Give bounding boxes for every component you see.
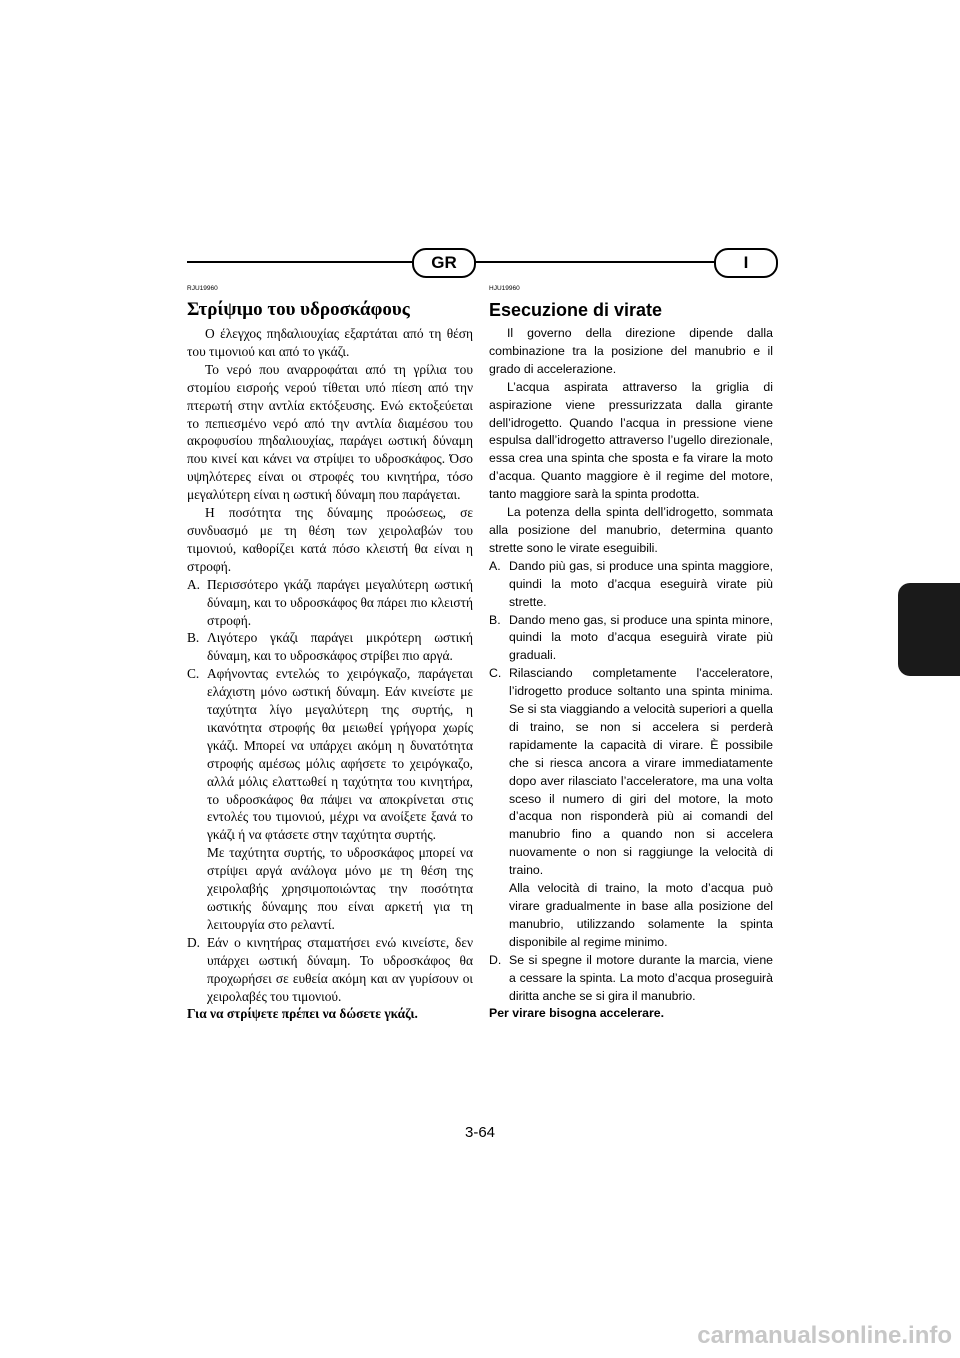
list-item: [187, 934, 473, 1006]
list-item-key: A.: [187, 576, 201, 592]
list-item-text: Rilasciando completamente l’acceleratore, l’idrogetto produce soltanto una spinta minima. Se si sta viaggiando a velocità superiori a quella di traino, se non si accelera si perderà rapidamente la capacità di virare. È possibile che si riesca ancora a virare immediatamente dopo aver rilasciato l’acceleratore, ma una volta sceso il numero di giri del motore, la moto d’acqua non risponderà più ai comandi del manubrio fino a quando non si accelera nuovamente o non si raggiunge la velocità di traino.: [509, 666, 773, 878]
list-item-text: Εάν ο κινητήρας σταματήσει ενώ κινείστε, δεν υπάρχει ωστική δύναμη. Το υδροσκάφος θα προχωρήσει σε ευθεία ακόμη και αν γυρίσουν οι χειρολαβές του τιμονιού.: [207, 934, 473, 1004]
list-item: [187, 629, 473, 665]
list-item-subparagraph: Alla velocità di traino, la moto d’acqua può virare gradualmente in base alla posizione del manubrio, utilizzando solamente la spinta disponibile al regime minimo.: [509, 881, 773, 949]
list-item-key: D.: [187, 934, 201, 950]
paragraph: Ο έλεγχος πηδαλιουχίας εξαρτάται από τη θέση του τιμονιού και από το γκάζι.: [187, 326, 473, 359]
list-item-text: Dando meno gas, si produce una spinta minore, quindi la moto d’acqua eseguirà virate più graduali.: [509, 612, 773, 663]
language-tab-italian: I: [714, 248, 778, 278]
paragraph: Il governo della direzione dipende dalla combinazione tra la posizione del manubrio e il grado di accelerazione.: [489, 326, 773, 376]
header-rule: [187, 261, 775, 263]
list-item-text: Dando più gas, si produce una spinta maggiore, quindi la moto d’acqua eseguirà virate più strette.: [509, 558, 773, 609]
paragraph: L’acqua aspirata attraverso la griglia di aspirazione viene pressurizzata dalla girante dell’idrogetto. Quando l’acqua in pressione viene espulsa dall’idrogetto attraverso l’ugello direzionale, essa crea una spinta che sposta e fa virare la moto d’acqua. Quanto maggiore è il regime del motore, tanto maggiore sarà la spinta prodotta.: [489, 379, 773, 502]
section-title: Στρίψιμο του υδροσκάφους: [187, 299, 410, 320]
list-item: [489, 558, 773, 612]
list-item-key: B.: [489, 612, 501, 627]
section-code: RJU19960: [187, 285, 218, 292]
greek-column: [187, 284, 473, 1023]
watermark: carmanualsonline.info: [697, 1322, 952, 1349]
italian-column: [489, 284, 773, 1023]
chapter-thumb-tab: [898, 583, 960, 676]
list-item-text: Περισσότερο γκάζι παράγει μεγαλύτερη ωστική δύναμη, και το υδροσκάφος θα πάρει πιο κλειστή στροφή.: [207, 576, 473, 628]
list-item-key: C.: [489, 666, 502, 681]
list-item: [489, 612, 773, 666]
closing-note: Για να στρίψετε πρέπει να δώσετε γκάζι.: [187, 1006, 418, 1022]
list-item-key: A.: [489, 558, 501, 573]
list-item: [489, 952, 773, 1006]
list-item: [489, 665, 773, 880]
section-code: HJU19960: [489, 285, 520, 292]
closing-note: Per virare bisogna accelerare.: [489, 1006, 664, 1021]
list-item-text: Se si spegne il motore durante la marcia, viene a cessare la spinta. La moto d’acqua proseguirà diritta anche se si gira il manubrio.: [509, 952, 773, 1003]
list-item-text: Αφήνοντας εντελώς το χειρόγκαζο, παράγεται ελάχιστη μόνο ωστική δύναμη. Εάν κινείστε με ταχύτητα λίγο μεγαλύτερη της συρτής, η ικανότητα στροφής θα μειωθεί γρήγορα χωρίς γκάζι. Μπορεί να υπάρχει ακόμη η δυνατότητα στροφής αμέσως μόλις αφήσετε το χειρόγκαζο, αλλά μόλις ελαττωθεί η ταχύτητα του κινητήρα, το υδροσκάφος θα πάψει να αποκρίνεται στις εντολές του τιμονιού, μέχρι να ανοίξετε ξανά το γκάζι ή να φτάσετε στην ταχύτητα συρτής.: [207, 666, 473, 843]
paragraph: La potenza della spinta dell’idrogetto, sommata alla posizione del manubrio, determina quanto strette sono le virate eseguibili.: [489, 505, 773, 555]
list-item-key: B.: [187, 630, 200, 646]
list-item-subparagraph: Με ταχύτητα συρτής, το υδροσκάφος μπορεί να στρίψει αργά ανάλογα μόνο με τη θέση της χειρολαβής χρησιμοποιώντας την ποσότητα ωστικής δύναμης που είναι αρκετή για τη λειτουργία στο ρελαντί.: [207, 845, 473, 932]
list-item-key: C.: [187, 666, 200, 682]
list-item-text: Λιγότερο γκάζι παράγει μικρότερη ωστική δύναμη, και το υδροσκάφος στρίβει πιο αργά.: [207, 630, 473, 664]
page-number: 3-64: [464, 1124, 496, 1141]
language-tab-greek: GR: [412, 248, 476, 278]
section-title: Esecuzione di virate: [489, 300, 663, 320]
list-item: [187, 576, 473, 630]
list-item: [187, 665, 473, 844]
list-item-key: D.: [489, 952, 502, 967]
paragraph: Η ποσότητα της δύναμης προώσεως, σε συνδυασμό με τη θέση των χειρολαβών του τιμονιού, καθορίζει κατά πόσο κλειστή θα είναι η στροφή.: [187, 505, 473, 574]
paragraph: Το νερό που αναρροφάται από τη γρίλια του στομίου εισροής νερού τίθεται υπό πίεση από την πτερωτή στην αντλία εκτόξευσης. Ενώ εκτοξεύεται το πεπιεσμένο νερό από την αντλία διαμέσου του ακροφυσίου πηδαλιουχίας, παράγει ωστική δύναμη που κινεί και κάνει να στρίψει το υδροσκάφος. Όσο υψηλότερες είναι οι στροφές του κινητήρα, τόσο μεγαλύτερη είναι η ωστική δύναμη που παράγεται.: [187, 361, 473, 503]
